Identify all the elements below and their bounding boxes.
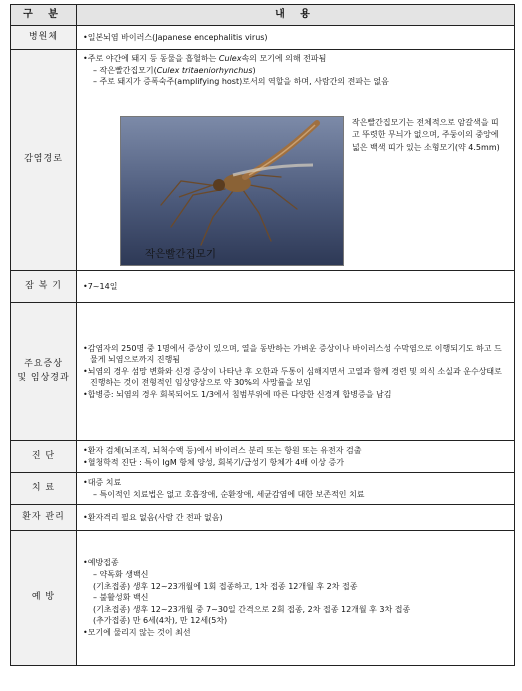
diagnosis-line-1: •환자 검체(뇌조직, 뇌척수액 등)에서 바이러스 분리 또는 항원 또는 유전자 검출 bbox=[83, 445, 362, 455]
label-transmission: 감염경로 bbox=[11, 50, 77, 271]
header-content: 내 용 bbox=[77, 5, 515, 26]
prevention-line-7: •모기에 물리지 않는 것이 최선 bbox=[83, 627, 191, 637]
disease-info-table bbox=[10, 4, 515, 666]
pathogen-text: •일본뇌염 바이러스(Japanese encephalitis virus) bbox=[83, 32, 268, 42]
transmission-line-3: – 주로 돼지가 증폭숙주(amplifying host)로서의 역할을 하며, 사람간의 전파는 없음 bbox=[93, 77, 389, 87]
prevention-line-1: •예방접종 bbox=[83, 558, 119, 568]
row-pathogen bbox=[11, 26, 515, 50]
label-symptoms: 주요증상 및 임상경과 bbox=[11, 303, 77, 441]
transmission-line-1: •주로 야간에 돼지 등 동물을 흡혈하는 Culex속의 모기에 의해 전파됨 bbox=[83, 54, 327, 63]
row-prevention bbox=[11, 531, 515, 666]
prevention-line-5: (기초접종) 생후 12~23개월 중 7~30일 간격으로 2회 접종, 2차 접종 12개월 후 3차 접종 bbox=[93, 604, 411, 614]
label-diagnosis: 진 단 bbox=[11, 441, 77, 473]
mosquito-description: 작은빨간집모기는 전체적으로 암갈색을 띠고 뚜렷한 무늬가 없으며, 주둥이의 중앙에 넓은 백색 띠가 있는 소형모기(약 4.5mm) bbox=[352, 118, 500, 152]
label-prevention: 예 방 bbox=[11, 531, 77, 666]
row-incubation bbox=[11, 271, 515, 303]
prevention-line-3: (기초접종) 생후 12~23개월에 1회 접종하고, 1차 접종 12개월 후 2차 접종 bbox=[93, 581, 358, 591]
treatment-line-1: •대증 치료 bbox=[83, 477, 122, 487]
treatment-line-2: – 특이적인 치료법은 없고 호흡장애, 순환장애, 세균감염에 대한 보존적인 치료 bbox=[93, 489, 365, 499]
transmission-line-2: – 작은빨간집모기(Culex tritaeniorhynchus) bbox=[93, 65, 256, 75]
header-category: 구 분 bbox=[11, 5, 77, 26]
row-management bbox=[11, 505, 515, 531]
photo-caption: 작은빨간집모기 bbox=[145, 248, 217, 260]
symptoms-paragraph-1: •감염자의 250명 중 1명에서 증상이 있으며, 열을 동반하는 가벼운 증상이나 바이러스성 수막염으로 이행되기도 하고 드물게 뇌염으로까지 진행됨 bbox=[83, 343, 502, 365]
mosquito-illustration bbox=[121, 117, 343, 265]
label-pathogen: 병원체 bbox=[11, 26, 77, 50]
prevention-line-4: – 불활성화 백신 bbox=[93, 593, 149, 603]
label-incubation: 잠 복 기 bbox=[11, 271, 77, 303]
row-symptoms bbox=[11, 303, 515, 441]
prevention-line-2: – 약독화 생백신 bbox=[93, 570, 149, 580]
diagnosis-line-2: •혈청학적 진단 : 특이 IgM 항체 양성, 회복기/급성기 항체가 4배 이상 증가 bbox=[83, 457, 344, 467]
management-text: •환자격리 필요 없음(사람 간 전파 없음) bbox=[83, 512, 223, 522]
row-diagnosis bbox=[11, 441, 515, 473]
row-treatment bbox=[11, 473, 515, 505]
incubation-text: •7~14일 bbox=[83, 281, 118, 291]
prevention-line-6: (추가접종) 만 6세(4차), 만 12세(5차) bbox=[93, 616, 228, 626]
symptoms-paragraph-2: •뇌염의 경우 섬망 변화와 신경 증상이 나타난 후 오한과 두통이 심해지면서 고열과 함께 경련 및 의식 소실과 운수상태로 진행하는 것이 전형적인 임상양상으로 약 30%의 사망률을 보임 bbox=[83, 366, 502, 388]
table-header-row bbox=[11, 5, 515, 26]
mosquito-photo bbox=[120, 116, 344, 266]
symptoms-paragraph-3: •합병증: 뇌염의 경우 회복되어도 1/3에서 침범부위에 따른 다양한 신경계 합병증을 남김 bbox=[83, 389, 392, 399]
label-treatment: 치 료 bbox=[11, 473, 77, 505]
label-management: 환자 관리 bbox=[11, 505, 77, 531]
